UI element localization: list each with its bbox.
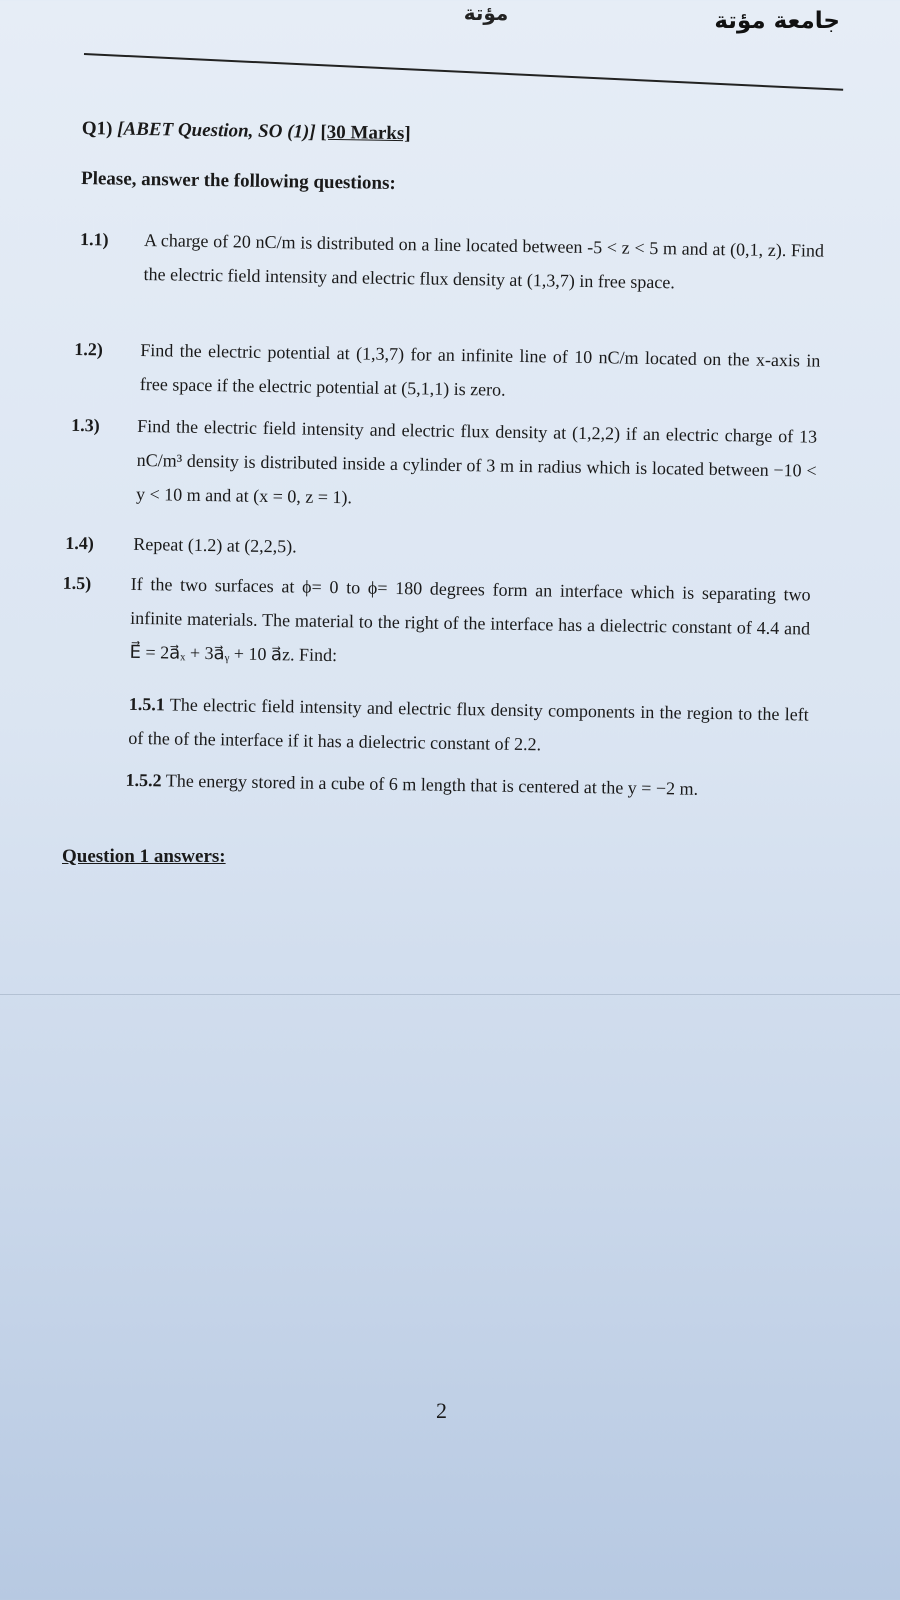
item-number: 1.1): [79, 229, 109, 250]
item-number: 1.4): [65, 532, 95, 554]
subitem-number: 1.5.2: [125, 769, 162, 791]
item-number: 1.3): [71, 414, 100, 436]
instructions: Please, answer the following questions:: [80, 168, 396, 194]
item-text: A charge of 20 nC/m is distributed on a line located between -5 < z < 5 m and at (0,1, z). Find the electric field intensity and electric flux density at (1,3,7) in free space.: [143, 230, 825, 293]
item-number: 1.2): [74, 338, 104, 360]
paper-fold-line: [0, 994, 900, 995]
abet-label: [ABET Question, SO (1)]: [117, 118, 316, 143]
item-text: Find the electric potential at (1,3,7) for an infinite line of 10 nC/m located on the x-axis in free space if the electric potential at (5,1,1) is zero.: [139, 339, 821, 400]
university-logo: مؤتة: [463, 1, 509, 25]
item-number: 1.5): [62, 572, 92, 594]
page-number: 2: [436, 1398, 447, 1423]
answers-heading: Question 1 answers:: [62, 846, 226, 867]
subitem-number: 1.5.1: [128, 693, 165, 715]
marks-label: [30 Marks]: [320, 121, 411, 145]
item-text: If the two surfaces at ϕ= 0 to ϕ= 180 degrees form an interface which is separating two infinite materials. The material to the right of the interface has a dielectric constant of 4.4 and E⃗ = 2a⃗ₓ + 3a⃗ᵧ + 10 a⃗z. Find:: [129, 573, 811, 666]
item-text: Repeat (1.2) at (2,2,5).: [133, 533, 297, 557]
question-heading: [82, 118, 411, 145]
item-text: Find the electric field intensity and electric flux density at (1,2,2) if an electric charge of 13 nC/m³ density is distributed inside a cylinder of 3 m in radius which is located between −10 < y < 10 m and at (x = 0, z = 1).: [135, 415, 818, 508]
question-label: Q1): [81, 118, 113, 140]
subitem-text: The electric field intensity and electric flux density components in the region to the left of the of the interface if it has a dielectric constant of 2.2.: [128, 694, 809, 755]
university-name: جامعة مؤتة: [714, 8, 840, 34]
subitem-text: The energy stored in a cube of 6 m length that is centered at the y = −2 m.: [165, 770, 699, 799]
